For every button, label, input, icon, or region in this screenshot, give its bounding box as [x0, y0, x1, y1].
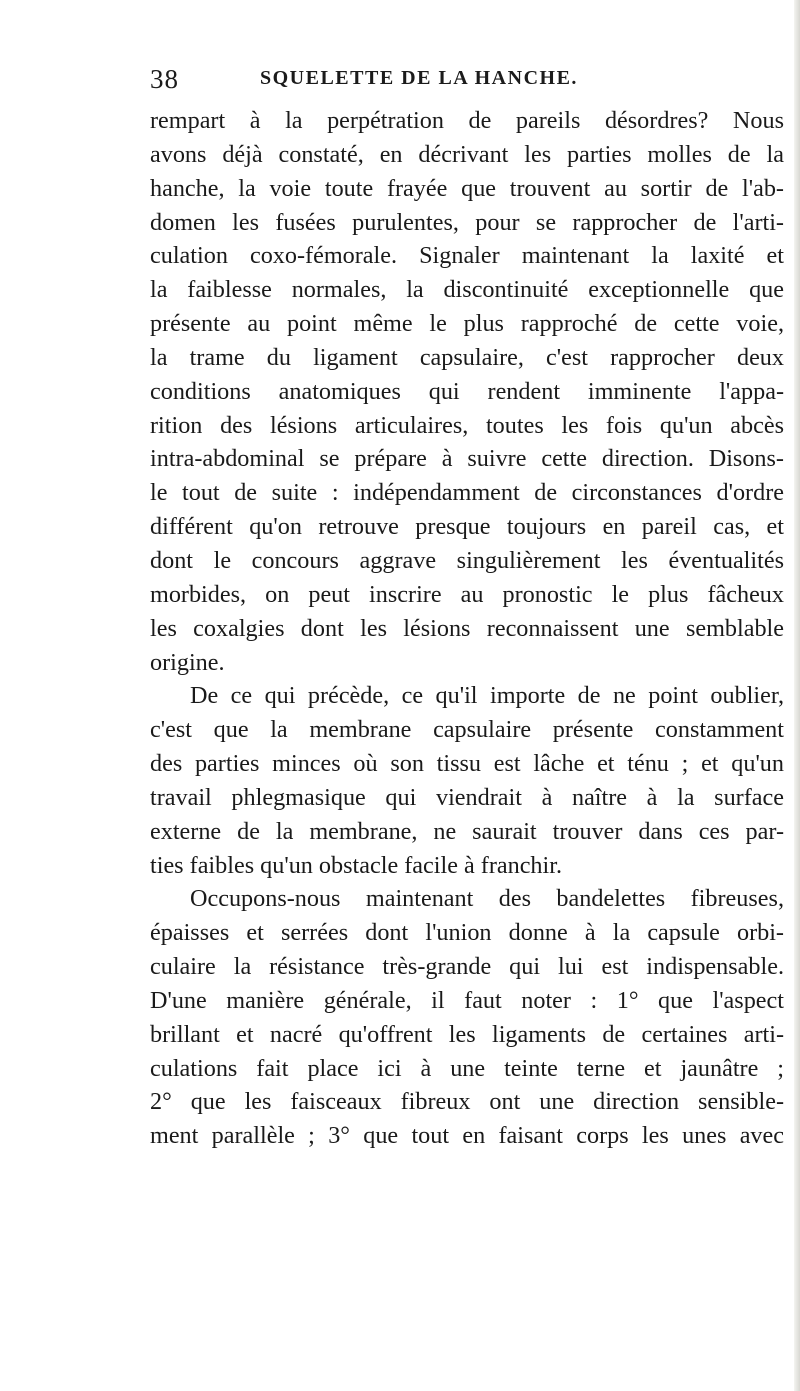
page-edge — [794, 0, 800, 1391]
text-line: rempart à la perpétration de pareils désordres? Nous — [150, 107, 784, 134]
text-line: dont le concours aggrave singulièrement les éventualités — [150, 546, 784, 574]
body-text — [150, 104, 784, 1153]
text-line: la faiblesse normales, la discontinuité exceptionnelle que — [150, 276, 784, 304]
text-line: rition des lésions articulaires, toutes les fois qu'un abcès — [150, 411, 784, 439]
text-line: la trame du ligament capsulaire, c'est rapprocher deux — [150, 343, 784, 371]
text-line: présente au point même le plus rapproché de cette voie, — [150, 310, 784, 338]
text-line: externe de la membrane, ne saurait trouver dans ces par- — [150, 817, 784, 845]
text-line: les coxalgies dont les lésions reconnaissent une semblable — [150, 614, 784, 642]
text-line: origine. — [150, 648, 225, 676]
text-line: De ce qui précède, ce qu'il importe de ne point oublier, — [190, 682, 784, 710]
text-line: travail phlegmasique qui viendrait à naître à la surface — [150, 783, 784, 811]
text-line: conditions anatomiques qui rendent imminente l'appa- — [150, 377, 784, 405]
page-number: 38 — [150, 64, 179, 94]
text-line: culation coxo-fémorale. Signaler maintenant la laxité et — [150, 242, 784, 270]
text-line: domen les fusées purulentes, pour se rapprocher de l'arti- — [150, 208, 784, 236]
text-line: le tout de suite : indépendamment de circonstances d'ordre — [150, 479, 784, 507]
text-line: morbides, on peut inscrire au pronostic le plus fâcheux — [150, 580, 784, 608]
text-line: épaisses et serrées dont l'union donne à la capsule orbi- — [150, 919, 784, 947]
text-line: c'est que la membrane capsulaire présente constamment — [150, 716, 784, 744]
text-line: culations fait place ici à une teinte terne et jaunâtre ; — [150, 1054, 784, 1082]
text-line: Occupons-nous maintenant des bandelettes fibreuses, — [190, 885, 784, 913]
running-header — [150, 64, 780, 94]
text-line: ment parallèle ; 3° que tout en faisant corps les unes avec — [150, 1122, 784, 1150]
text-line: culaire la résistance très-grande qui lui est indispensable. — [150, 953, 784, 981]
text-line: brillant et nacré qu'offrent les ligaments de certaines arti- — [150, 1020, 784, 1048]
text-line: intra-abdominal se prépare à suivre cette direction. Disons- — [150, 445, 784, 473]
text-line: ties faibles qu'un obstacle facile à franchir. — [150, 851, 563, 879]
text-line: 2° que les faisceaux fibreux ont une direction sensible- — [150, 1088, 784, 1116]
text-line: des parties minces où son tissu est lâche et ténu ; et qu'un — [150, 750, 784, 778]
running-title: SQUELETTE DE LA HANCHE. — [260, 67, 578, 89]
text-line: différent qu'on retrouve presque toujours en pareil cas, et — [150, 513, 784, 541]
text-line: avons déjà constaté, en décrivant les parties molles de la — [150, 140, 784, 168]
text-line: hanche, la voie toute frayée que trouvent au sortir de l'ab- — [150, 174, 784, 202]
text-line: D'une manière générale, il faut noter : 1° que l'aspect — [150, 986, 784, 1014]
